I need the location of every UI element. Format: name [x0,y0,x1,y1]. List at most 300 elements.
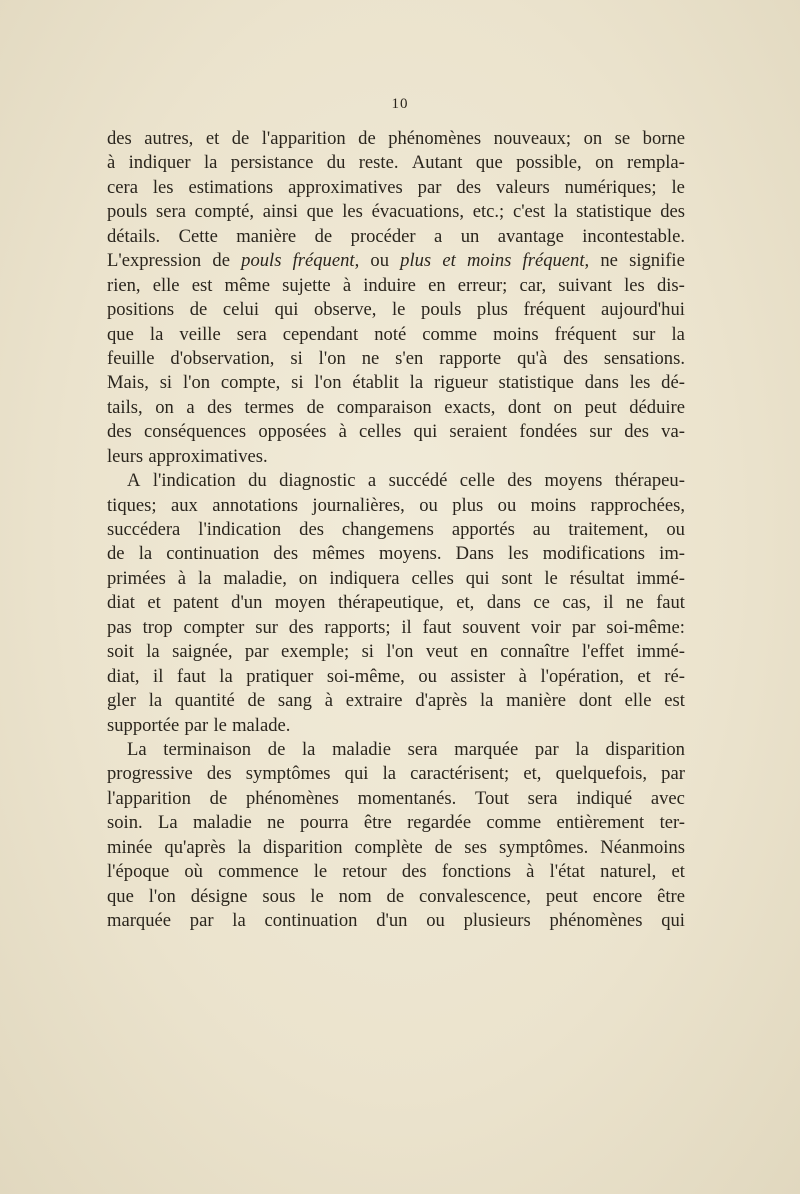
word: plus [476,299,508,321]
word: les [152,176,174,198]
word: apportés [451,519,515,540]
word: Cette [178,225,218,247]
text-line [107,640,685,664]
word: persistance [230,152,314,174]
page-number: 10 [391,96,409,112]
word: marquée [454,738,519,760]
word: de [212,250,230,272]
word: manière [506,690,567,712]
word: les [629,372,651,394]
word: c'est [512,201,546,223]
word: à [324,690,333,712]
word: sont [501,567,533,589]
word: ou [370,250,389,272]
word: incontestable. [582,225,685,247]
word: la [237,836,252,858]
word: établit [352,372,399,394]
word: se [614,128,631,149]
word: et [637,665,651,687]
word: moyen [274,592,326,614]
word: Mais, [107,372,149,394]
text-line [107,762,685,786]
word: dé- [661,372,685,394]
word: A [127,470,141,492]
word: par [661,763,685,785]
word: par [571,616,596,638]
word: ne [267,812,285,834]
text-line [107,836,685,860]
word: que [107,323,134,345]
word: L'expression [107,250,202,272]
word: autres, [144,128,194,149]
word: le [671,176,685,198]
word: quantité [174,690,235,712]
word: suivant [558,274,612,296]
word: moins [493,323,539,345]
word: à [107,152,116,174]
word: désigne [190,885,248,907]
word: dans [486,592,521,614]
word: d'un [231,592,263,614]
word: des [624,421,650,443]
word: procéder [350,225,416,247]
word: opposées [258,421,327,443]
word: plusieurs [463,910,531,931]
word: de [209,787,228,809]
word: modifications [542,543,646,565]
word: d'après [415,690,468,712]
text-line [107,371,685,395]
text-line [107,249,685,273]
word: des [273,543,299,565]
text-line [107,787,685,811]
word: ce [533,592,550,614]
word: peut [584,396,617,418]
word: au [532,519,551,540]
word: sera [527,787,558,809]
word: connaître [500,641,570,663]
word: l'indication [198,519,282,540]
word: d'un [376,910,408,931]
word: nouveaux; [493,128,572,149]
word: sous [262,885,296,907]
word: pratiquer [246,665,314,687]
text-line [107,445,685,469]
text-line [107,542,685,566]
word: il [153,665,164,687]
word: et [147,592,161,614]
word: par [189,910,214,931]
word: des [507,470,533,492]
word: détails. [107,225,161,247]
word: a [434,225,443,247]
word: des [299,519,324,540]
word: à [338,421,347,443]
text-line [107,567,685,591]
word: diat, [107,665,140,687]
word: elle [152,274,180,296]
word: nom [338,885,372,907]
word: saignée, [172,641,233,663]
word: ter- [659,812,685,834]
word: induire [363,274,416,296]
word: des [107,128,132,149]
word: sensations. [603,347,685,369]
word: de [314,225,333,247]
text-line [107,811,685,835]
word: est [664,690,685,712]
word: tails, [107,396,143,418]
word: noté [374,323,407,345]
word: a [186,396,195,418]
word: moyens [544,470,603,492]
word: des [456,176,482,198]
word: à [518,665,527,687]
word: fréquent [554,323,617,345]
word: par [534,738,559,760]
word: qui [661,910,685,931]
word: ne [600,250,618,272]
word: souvent [462,616,521,638]
word: si [290,347,303,369]
word: qu'après [164,836,226,858]
word: pouls [241,250,282,272]
word: observe, [313,299,377,321]
word: symptômes. [498,836,589,858]
word: on [595,152,614,174]
word: de [189,299,208,321]
word: commence [218,861,299,883]
word: maladie [332,738,391,760]
text-line [107,616,685,640]
word: continuation [166,543,260,565]
word: moyens. [379,543,442,565]
word: phénomènes [245,787,339,809]
word: et, [456,592,475,614]
paragraph [107,738,685,934]
word: immé- [636,567,685,589]
word: du [248,470,267,492]
word: à [342,274,352,296]
paragraph [107,469,685,738]
word: diat [107,592,135,614]
word: de [306,396,325,418]
word: rigueur [433,372,488,394]
word: par [184,714,209,736]
word: approximatives [288,176,403,198]
word: qui [465,567,490,589]
word: la [382,763,396,785]
word: compté, [194,201,255,223]
word: compter [183,616,245,638]
word: si [291,372,304,394]
word: avec [650,787,685,809]
word: du [326,152,346,174]
word: maladie [192,812,252,834]
text-line [107,176,685,200]
word: l'on [182,372,211,394]
text-line [107,909,685,933]
text-line [107,151,685,175]
word: évacuations, [371,201,464,223]
word: ou [666,519,685,540]
word: aux [171,494,198,516]
word: disparition [263,836,343,858]
word: celle [459,470,495,492]
word: indiqué [576,787,633,809]
word: fréquent [523,299,586,321]
word: la [553,201,568,223]
word: Autant [411,152,463,174]
word: thérapeutique, [337,592,444,614]
word: patent [173,592,219,614]
word: ou [497,494,517,516]
text-line [107,494,685,518]
word: ainsi [262,201,298,223]
word: est [191,274,213,296]
text-line [107,200,685,224]
word: ne [626,592,644,614]
word: même [224,274,270,296]
word: si [361,641,374,663]
word: soit [107,641,134,663]
word: avantage [497,225,564,247]
word: l'état [549,861,585,883]
word: symptômes [245,763,331,785]
word: continuation [264,910,358,931]
word: a [367,470,377,492]
word: diagnostic [279,470,356,492]
word: on [583,128,603,149]
word: où [184,861,203,883]
word: l'on [386,641,414,663]
word: malade. [232,714,291,736]
word: conséquences [143,421,247,443]
word: termes [244,396,295,418]
word: veut [425,641,458,663]
word: terminaison [163,738,252,760]
word: on [155,396,174,418]
word: l'apparition [107,787,191,809]
word: valeurs [496,176,550,198]
word: phénomènes [549,910,643,931]
word: la [232,910,246,931]
word: veille [179,323,221,345]
word: retour [342,861,387,883]
word: progressive [107,763,193,785]
word: elle [624,690,652,712]
word: ré- [664,665,685,687]
word: ou [418,665,437,687]
word: la [409,372,424,394]
word: la [479,690,494,712]
word: être [363,812,392,834]
word: supportée [107,714,180,736]
word: déduire [629,396,685,418]
word: sujette [282,274,331,296]
word: car, [519,274,547,296]
word: s'en [395,347,424,369]
word: seraient [449,421,508,443]
word: le [392,299,406,321]
word: dans [584,372,619,394]
word: positions [107,299,175,321]
word: la [302,738,316,760]
word: en [428,274,446,296]
word: l'apparition [261,128,346,149]
word: borne [642,128,685,149]
word: qui [274,299,299,321]
text-line [107,860,685,884]
word: que [475,152,503,174]
word: rempla- [627,152,685,174]
word: manière [236,225,297,247]
word: regardée [407,812,472,834]
word: à [526,861,535,883]
word: La [127,738,147,760]
word: rapporte [439,347,502,369]
word: tiques; [107,494,157,516]
word: résultat [569,567,625,589]
word: faut [176,665,206,687]
text-line [107,298,685,322]
word: soi-même: [606,616,685,638]
word: ou [419,494,438,516]
word: on [553,396,573,418]
word: de [434,836,453,858]
word: en [470,641,488,663]
word: complète [354,836,423,858]
word: reste. [358,152,399,174]
text-line [107,420,685,444]
word: peut [545,885,578,907]
word: celles [359,421,402,443]
word: le [213,714,227,736]
word: momentanés. [357,787,457,809]
text-line [107,689,685,713]
word: thérapeu- [614,470,685,492]
word: pouls [421,299,462,321]
text-line [107,665,685,689]
word: phénomènes [388,128,482,149]
word: estimations [188,176,274,198]
word: il [603,592,614,614]
word: numériques; [564,176,657,198]
word: qui [413,421,438,443]
word: dis- [656,274,685,296]
word: des [288,616,314,638]
word: des [660,201,685,223]
word: aujourd'hui [601,299,685,321]
word: immé- [636,641,685,663]
word: l'époque [107,861,170,883]
word: compte, [220,372,281,394]
word: qui [344,763,369,785]
word: fréquent, [522,250,590,272]
word: des [207,396,232,418]
word: minée [107,836,153,858]
word: im- [659,543,685,565]
word: fréquent, [292,250,360,272]
word: un [460,225,480,247]
word: des [563,347,588,369]
word: le [544,567,558,589]
text-line [107,323,685,347]
word: comme [486,812,542,834]
word: rien, [107,274,141,296]
word: indiquera [329,567,400,589]
word: l'on [148,885,176,907]
word: erreur; [457,274,508,296]
word: dont [578,690,612,712]
word: moins [466,250,512,272]
word: des [401,861,427,883]
word: indiquer [128,152,191,174]
word: convalescence, [418,885,531,907]
word: si [159,372,173,394]
word: sur [255,616,278,638]
word: que [306,201,334,223]
word: dont [507,396,541,418]
text-line [107,225,685,249]
word: va- [661,421,685,443]
word: approximatives. [148,445,268,467]
word: les [342,201,363,223]
word: cas, [562,592,591,614]
word: assister [450,665,506,687]
word: succédera [107,519,181,540]
word: les [508,543,529,565]
word: comparaison [336,396,432,418]
word: de [358,128,376,149]
word: ou [426,910,445,931]
word: l'opération, [540,665,624,687]
word: entièrement [556,812,645,834]
word: que [107,885,134,907]
word: succédé [388,470,448,492]
word: de [107,543,125,565]
word: plus [400,250,432,272]
word: par [244,641,269,663]
word: il [401,616,412,638]
word: des [206,763,232,785]
word: de [386,885,405,907]
word: faut [422,616,452,638]
word: maladie, [223,567,287,589]
word: naturel, [600,861,657,883]
text-line [107,396,685,420]
word: la [203,152,218,174]
word: l'on [314,372,342,394]
word: la [219,665,233,687]
word: Tout [475,787,509,809]
word: qu'à [517,347,548,369]
word: cependant [282,323,359,345]
word: et, [523,763,542,785]
word: changemens [341,519,434,540]
text-line [107,518,685,542]
word: sera [407,738,438,760]
word: de [267,738,286,760]
word: trop [142,616,173,638]
word: de [247,690,266,712]
text-line [107,469,685,493]
word: par [417,176,442,198]
word: rapports; [324,616,391,638]
word: Néanmoins [600,836,685,858]
word: extraire [345,690,403,712]
word: etc.; [472,201,505,223]
